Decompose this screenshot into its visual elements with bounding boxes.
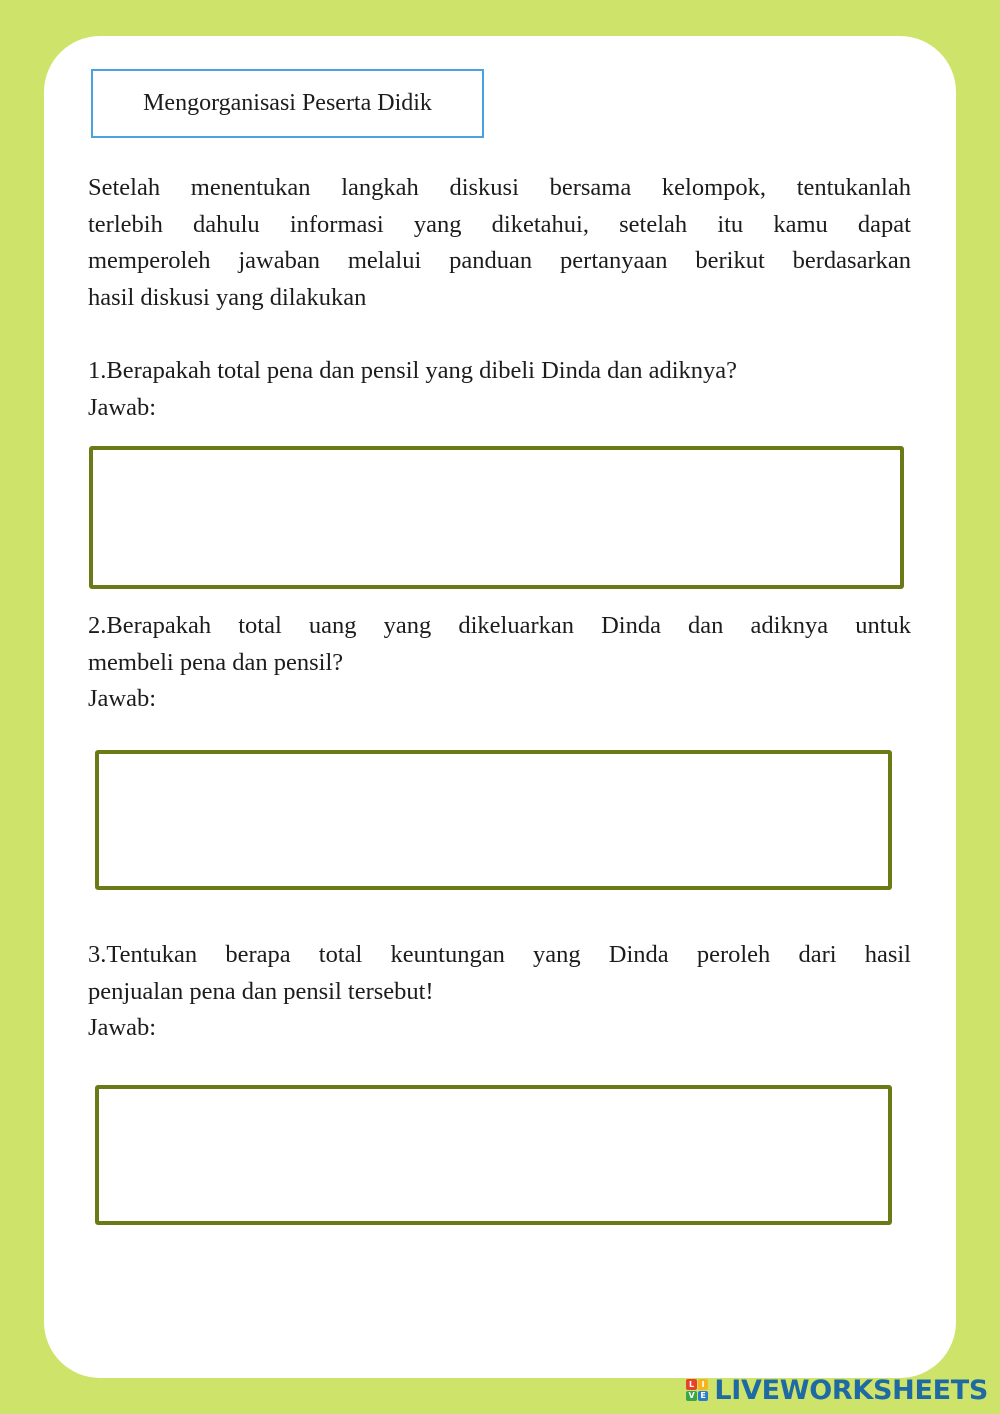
live-logo-icon <box>686 1379 708 1401</box>
intro-line: terlebih dahulu informasi yang diketahui, setelah itu kamu dapat <box>88 210 911 238</box>
question-3 <box>88 937 911 1047</box>
liveworksheets-logo[interactable] <box>686 1374 988 1406</box>
intro-paragraph <box>88 170 911 316</box>
answer-input-1[interactable] <box>89 446 904 589</box>
answer-input-2[interactable] <box>95 750 892 890</box>
logo-letter: L <box>686 1379 697 1390</box>
answer-label: Jawab: <box>88 393 157 421</box>
question-text: membeli pena dan pensil? <box>88 648 344 676</box>
logo-letter: V <box>686 1391 697 1402</box>
section-title: Mengorganisasi Peserta Didik <box>143 90 432 116</box>
intro-line: hasil diskusi yang dilakukan <box>88 283 367 311</box>
logo-letter: E <box>698 1391 709 1402</box>
question-text: penjualan pena dan pensil tersebut! <box>88 977 434 1005</box>
section-title-box <box>91 69 484 138</box>
answer-input-3[interactable] <box>95 1085 892 1225</box>
logo-letter: I <box>698 1379 709 1390</box>
question-1 <box>88 353 911 426</box>
intro-line: memperoleh jawaban melalui panduan pertanyaan berikut berdasarkan <box>88 247 911 274</box>
intro-line: Setelah menentukan langkah diskusi bersama kelompok, tentukanlah <box>88 174 911 201</box>
question-text: 1.Berapakah total pena dan pensil yang dibeli Dinda dan adiknya? <box>88 357 738 384</box>
brand-name: LIVEWORKSHEETS <box>714 1374 988 1406</box>
answer-label: Jawab: <box>88 685 157 712</box>
answer-label: Jawab: <box>88 1014 157 1041</box>
question-2 <box>88 608 911 718</box>
question-text: 2.Berapakah total uang yang dikeluarkan Dinda dan adiknya untuk <box>88 612 911 639</box>
question-text: 3.Tentukan berapa total keuntungan yang Dinda peroleh dari hasil <box>88 941 911 968</box>
